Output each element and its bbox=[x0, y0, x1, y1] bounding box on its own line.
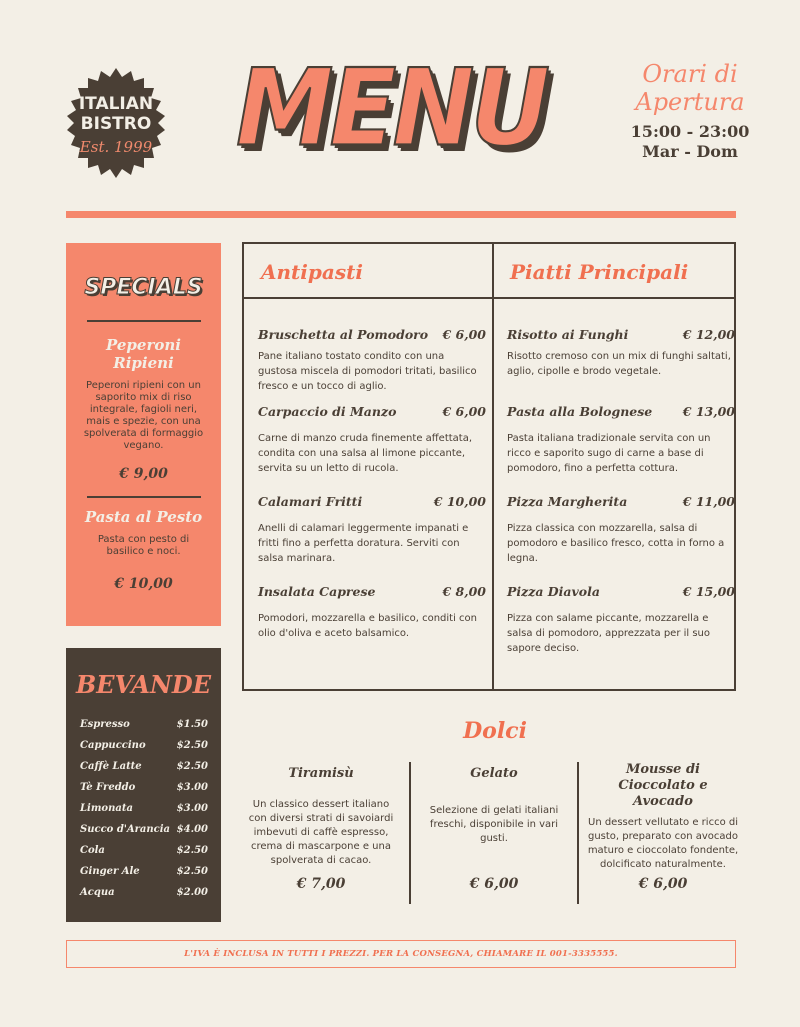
badge-est: Est. 1999 bbox=[79, 138, 153, 156]
dessert-item bbox=[246, 762, 396, 902]
drink-name: Cola bbox=[80, 845, 105, 856]
special-desc: Peperoni ripieni con un saporito mix di riso integrale, fagioli neri, mais e spezie, con una spolverata di formaggio vegano. bbox=[83, 380, 204, 451]
dessert-separator bbox=[577, 762, 579, 904]
principali-title: Piatti Principali bbox=[510, 260, 689, 284]
drinks-title: BEVANDE bbox=[76, 670, 211, 699]
drink-price: $2.50 bbox=[176, 761, 208, 772]
dish-price: € 10,00 bbox=[433, 494, 486, 509]
special-price: € 10,00 bbox=[114, 576, 173, 592]
dish-name: Pasta alla Bolognese bbox=[507, 404, 653, 419]
main-menu-box bbox=[242, 242, 736, 691]
drink-name: Succo d'Arancia bbox=[80, 824, 171, 835]
special-desc: Pasta con pesto di basilico e noci. bbox=[97, 534, 190, 557]
header-divider bbox=[66, 211, 736, 218]
drink-price: $2.00 bbox=[176, 887, 208, 898]
dish-name: Carpaccio di Manzo bbox=[258, 404, 397, 419]
hours-title-line2: Apertura bbox=[635, 88, 745, 116]
dish-name: Insalata Caprese bbox=[258, 584, 376, 599]
specials-rule bbox=[87, 496, 201, 498]
dish-desc: Pomodori, mozzarella e basilico, conditi con olio d'oliva e aceto balsamico. bbox=[258, 613, 477, 639]
dish-price: € 15,00 bbox=[682, 584, 735, 599]
dish-name: Pizza Margherita bbox=[507, 494, 628, 509]
dessert-desc: Un classico dessert italiano con diversi strati di savoiardi imbevuti di caffè espresso, crema di mascarpone e una spolverata di cacao. bbox=[248, 799, 394, 866]
dessert-separator bbox=[409, 762, 411, 904]
drink-name: Cappuccino bbox=[80, 740, 146, 751]
column-divider bbox=[492, 244, 494, 689]
header-rule bbox=[244, 297, 734, 299]
dessert-desc: Un dessert vellutato e ricco di gusto, preparato con avocado maturo e cioccolato fondente, dolcificato naturalmente. bbox=[587, 817, 739, 870]
dish-price: € 11,00 bbox=[682, 494, 735, 509]
dish-desc: Pane italiano tostato condito con una gustosa miscela di pomodori tritati, basilico fresco e un tocco di aglio. bbox=[258, 351, 477, 392]
hours-days: Mar - Dom bbox=[642, 142, 738, 161]
drink-row bbox=[66, 803, 221, 824]
hours-title-line1: Orari di bbox=[642, 60, 738, 88]
special-item bbox=[66, 508, 221, 592]
drink-price: $2.50 bbox=[176, 845, 208, 856]
drink-row bbox=[66, 761, 221, 782]
dish-desc: Anelli di calamari leggermente impanati e fritti fino a perfetta doratura. Serviti con salsa marinara. bbox=[258, 523, 469, 564]
dish-item bbox=[258, 584, 486, 641]
dish-item bbox=[507, 404, 735, 476]
special-name: Peperoni Ripieni bbox=[106, 336, 181, 372]
special-name: Pasta al Pesto bbox=[84, 508, 203, 526]
specials-rule bbox=[87, 320, 201, 322]
dish-item bbox=[507, 584, 735, 656]
dish-price: € 6,00 bbox=[442, 327, 486, 342]
menu-title: MENU bbox=[236, 47, 547, 171]
drink-price: $1.50 bbox=[176, 719, 208, 730]
drink-row bbox=[66, 782, 221, 803]
special-price: € 9,00 bbox=[119, 466, 168, 482]
dish-price: € 12,00 bbox=[682, 327, 735, 342]
dish-desc: Carne di manzo cruda finemente affettata, condita con una salsa al limone piccante, servita su un letto di rucola. bbox=[258, 433, 473, 474]
drink-price: $3.00 bbox=[176, 803, 208, 814]
dessert-name: Gelato bbox=[470, 766, 518, 781]
drink-row bbox=[66, 845, 221, 866]
special-item bbox=[66, 336, 221, 482]
drink-name: Espresso bbox=[80, 719, 130, 730]
drink-row bbox=[66, 887, 221, 908]
dessert-item bbox=[424, 762, 564, 902]
dessert-price: € 6,00 bbox=[469, 876, 519, 892]
footer-note: L'IVA È INCLUSA IN TUTTI I PREZZI. PER LA CONSEGNA, CHIAMARE IL 001-3335555. bbox=[66, 940, 736, 968]
antipasti-title: Antipasti bbox=[261, 260, 363, 284]
drink-name: Caffè Latte bbox=[80, 761, 142, 772]
dish-price: € 13,00 bbox=[682, 404, 735, 419]
drink-name: Ginger Ale bbox=[80, 866, 140, 877]
drink-name: Limonata bbox=[80, 803, 133, 814]
drink-price: $2.50 bbox=[176, 740, 208, 751]
bistro-badge bbox=[60, 68, 172, 186]
dish-desc: Pasta italiana tradizionale servita con un ricco e saporito sugo di carne a base di pomodoro, fino a perfetta cottura. bbox=[507, 433, 711, 474]
dolci-title: Dolci bbox=[463, 718, 527, 744]
drink-row bbox=[66, 824, 221, 845]
specials-title: SPECIALS bbox=[84, 275, 203, 300]
badge-line2: BISTRO bbox=[80, 114, 152, 134]
drink-row bbox=[66, 866, 221, 887]
dish-desc: Pizza classica con mozzarella, salsa di pomodoro e basilico fresco, cotta in forno a legna. bbox=[507, 523, 725, 564]
dessert-item bbox=[584, 762, 742, 902]
opening-hours bbox=[620, 60, 760, 162]
drink-name: Acqua bbox=[80, 887, 115, 898]
badge-line1: ITALIAN bbox=[78, 94, 154, 114]
dish-name: Risotto ai Funghi bbox=[507, 327, 629, 342]
dessert-desc: Selezione di gelati italiani freschi, disponibile in vari gusti. bbox=[429, 805, 559, 844]
dessert-price: € 7,00 bbox=[296, 876, 346, 892]
drinks-list bbox=[66, 719, 221, 908]
drink-price: $2.50 bbox=[176, 866, 208, 877]
dish-name: Pizza Diavola bbox=[507, 584, 600, 599]
drinks-panel bbox=[66, 648, 221, 922]
dish-item bbox=[258, 494, 486, 566]
dessert-price: € 6,00 bbox=[638, 876, 688, 892]
specials-panel bbox=[66, 243, 221, 626]
drink-price: $3.00 bbox=[176, 782, 208, 793]
hours-time: 15:00 - 23:00 bbox=[630, 122, 750, 141]
dish-item bbox=[507, 327, 735, 379]
dish-price: € 8,00 bbox=[442, 584, 486, 599]
dessert-name: Tiramisù bbox=[288, 766, 354, 781]
dish-item bbox=[258, 404, 486, 476]
dessert-name: Mousse di Cioccolato e Avocado bbox=[618, 762, 708, 809]
dish-item bbox=[258, 327, 486, 394]
dish-name: Bruschetta al Pomodoro bbox=[258, 327, 429, 342]
drink-price: $4.00 bbox=[176, 824, 208, 835]
dish-desc: Risotto cremoso con un mix di funghi saltati, aglio, cipolle e brodo vegetale. bbox=[507, 351, 731, 377]
dish-price: € 6,00 bbox=[442, 404, 486, 419]
drink-name: Tè Freddo bbox=[80, 782, 136, 793]
dish-item bbox=[507, 494, 735, 566]
dish-desc: Pizza con salame piccante, mozzarella e salsa di pomodoro, apprezzata per il suo sapore deciso. bbox=[507, 613, 711, 654]
dish-name: Calamari Fritti bbox=[258, 494, 363, 509]
